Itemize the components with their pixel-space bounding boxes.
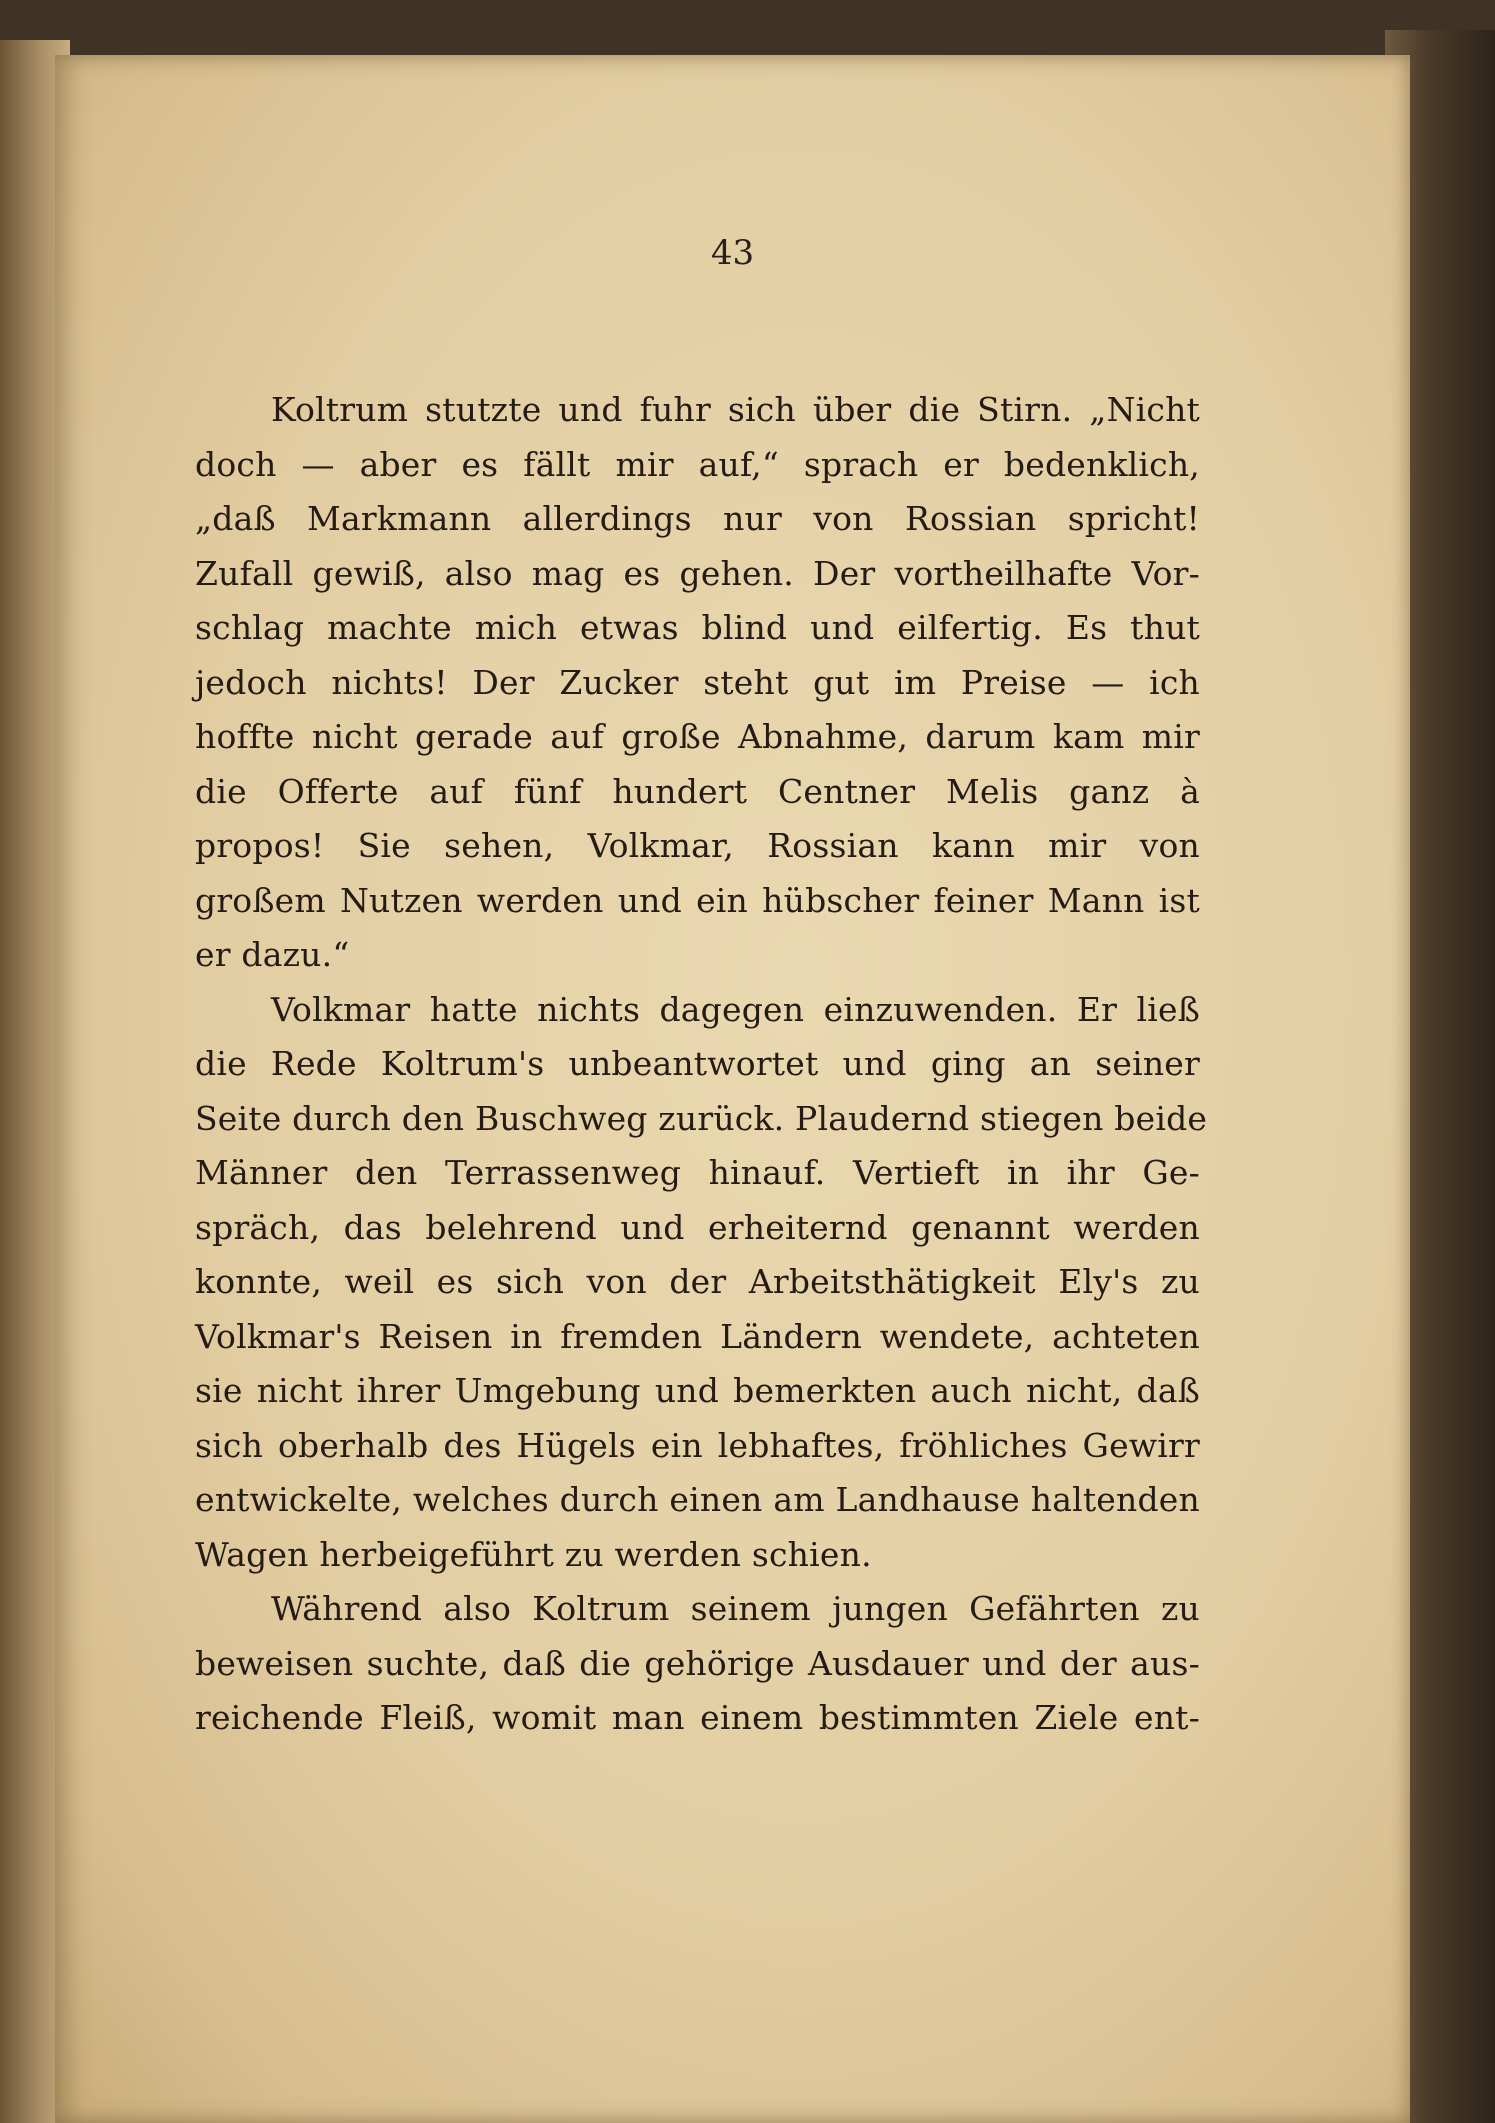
text-line: Koltrum stutzte und fuhr sich über die Stirn. „Nicht	[271, 390, 1200, 429]
body-text	[195, 383, 1208, 1746]
text-line: Männer den Terrassenweg hinauf. Vertieft in ihr Ge-	[195, 1153, 1200, 1192]
text-line: sie nicht ihrer Umgebung und bemerkten auch nicht, daß	[195, 1371, 1200, 1410]
text-line: doch — aber es fällt mir auf,“ sprach er bedenklich,	[195, 444, 1200, 484]
text-line: die Rede Koltrum's unbeantwortet und ging an seiner	[195, 1044, 1200, 1083]
text-line: Zufall gewiß, also mag es gehen. Der vortheilhafte Vor-	[195, 553, 1200, 593]
text-line: konnte, weil es sich von der Arbeitsthätigkeit Ely's zu	[195, 1262, 1200, 1301]
text-line: großem Nutzen werden und ein hübscher feiner Mann ist	[195, 880, 1200, 920]
text-line: reichende Fleiß, womit man einem bestimmten Ziele ent-	[195, 1698, 1200, 1737]
text-line: hoffte nicht gerade auf große Abnahme, darum kam mir	[195, 717, 1200, 756]
text-line: propos! Sie sehen, Volkmar, Rossian kann mir von	[195, 826, 1200, 865]
book-page	[55, 55, 1410, 2123]
text-line: Wagen herbeigeführt zu werden schien.	[195, 1534, 872, 1574]
text-line: „daß Markmann allerdings nur von Rossian spricht!	[195, 499, 1200, 538]
text-line: Während also Koltrum seinem jungen Gefährten zu	[271, 1589, 1200, 1628]
text-line: Volkmar's Reisen in fremden Ländern wendete, achteten	[195, 1316, 1200, 1356]
text-line: sich oberhalb des Hügels ein lebhaftes, fröhliches Gewirr	[195, 1425, 1200, 1465]
page-number: 43	[710, 233, 755, 273]
text-line: er dazu.“	[195, 935, 350, 974]
text-line: entwickelte, welches durch einen am Landhause haltenden	[195, 1480, 1200, 1519]
text-line: Volkmar hatte nichts dagegen einzuwenden. Er ließ	[271, 989, 1200, 1029]
text-line: jedoch nichts! Der Zucker steht gut im Preise — ich	[195, 662, 1200, 702]
text-line: schlag machte mich etwas blind und eilfertig. Es thut	[195, 608, 1200, 647]
text-line: Seite durch den Buschweg zurück. Plaudernd stiegen beide	[195, 1098, 1208, 1138]
text-line: spräch, das belehrend und erheiternd genannt werden	[195, 1207, 1200, 1247]
text-line: die Offerte auf fünf hundert Centner Melis ganz à	[195, 771, 1200, 811]
text-line: beweisen suchte, daß die gehörige Ausdauer und der aus-	[195, 1643, 1200, 1683]
